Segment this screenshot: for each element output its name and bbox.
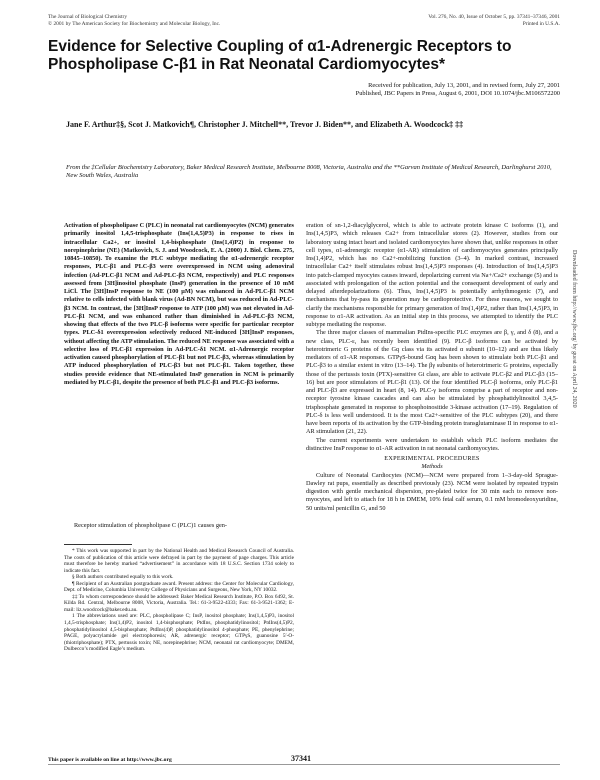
footnote: § Both authors contributed equally to this work. — [72, 574, 174, 581]
page-number: 37341 — [291, 754, 311, 763]
download-watermark — [568, 250, 582, 630]
published-line: Published, JBC Papers in Press, August 6, 2001, DOI 10.1074/jbc.M106572200 — [355, 90, 560, 98]
online-availability: This paper is available on line at http://www.jbc.org — [48, 757, 172, 763]
subsection-heading: Methods — [421, 463, 443, 471]
printed-in: Printed in U.S.A. — [522, 20, 560, 27]
body-paragraph: eration of sn-1,2-diacylglycerol, which is able to activate protein kinase C isoforms (1), and Ins(1,4,5)P3, which releases Ca2+ from intracellular stores (2). However, studies from our laboratory using intact heart and isolated cardiomyocytes have shown that, unlike responses in other cell types, α1-adrenergic receptor (α1-AR) stimulation of cardiomyocytes generates principally Ins(1,4)P2, which has no Ca2+-mobilizing function (3–4). In marked contrast, increased intracellular Ca2+ itself stimulates robust Ins(1,4,5)P3 responses (4). Introduction of Ins(1,4,5)P3 into patch-clamped myocytes causes inward, depolarizing current via Na+/Ca2+ exchange (5) and is associated with prolongation of the action potential and the consequent development of early and delayed afterdepolarizations (6). Thus, Ins(1,4,5)P3 is potentially arrhythmogenic (7), and mechanisms that by-pass its generation may be cardioprotective. For these reasons, we sought to clarify the mechanisms responsible for primary generation of Ins(1,4)P2, rather than Ins(1,4,5)P3, in response to α1-AR activation. As an initial step in this process, we attempted to identify the PLC subtype mediating the response. — [306, 222, 558, 328]
journal-name: The Journal of Biological Chemistry — [48, 14, 128, 20]
author-list: Jane F. Arthur‡§, Scot J. Matkovich¶, Christopher J. Mitchell**, Trevor J. Biden**, and Elizabeth A. Woodcock‡ ‡‡ — [66, 120, 464, 129]
footer-divider — [48, 764, 560, 765]
methods-paragraph: Culture of Neonatal Cardiocytes (NCM)—NCM were prepared from 1–3-day-old Sprague-Dawley rat pups, essentially as described previously (23). NCM were isolated by repeated trypsin digestion with gentle mechanical dispersion, pre-plated twice for 30 min each to remove non-myocytes, and left to attach for 18 h in DMEM, 10% fetal calf serum, 0.1 mM bromodeoxyuridine, 50 units/ml penicillin G, and 50 — [306, 471, 558, 512]
copyright-line: © 2001 by The American Society for Biochemistry and Molecular Biology, Inc. — [48, 20, 221, 27]
affiliation: From the ‡Cellular Biochemistry Laboratory, Baker Medical Research Institute, Melbourne 8008, Victoria, Australia and the **Garvan Institute of Medical Research, Darlinghurst 2010, New South Wales, Australia — [66, 164, 552, 180]
received-line: Received for publication, July 13, 2001, and in revised form, July 27, 2001 — [368, 82, 560, 89]
body-paragraph: The three major classes of mammalian PtdIns-specific PLC enzymes are β, γ, and δ (8), and a new class, PLC-ε, has recently been identified (9). PLC-β isoforms can be activated by heterotrimeric G proteins of the Gq class via its activated α subunit (10–12) and are thus likely mediators of α1-AR responses. GTPγS-bound Gαq has been shown to stimulate both PLC-β1 and PLC-β3 to a similar extent in vitro (13–14). The βγ subunits of heterotrimeric G proteins, especially those of the pertussis toxin (PTX)-sensitive Gi class, are able to activate PLC-β2 and PLC-β3 (15–16) but are poor stimulators of PLC-β1 (13). Of the four identified PLC-β isoforms, only PLC-β1 and PLC-β3 are expressed in heart (8, 14). PLC-γ isoforms comprise a part of receptor and non-receptor tyrosine kinase cascades and can also be stimulated by phosphatidylinositol 3,4,5-trisphosphate generated in response to phosphoinositide 3-kinase activation (17–19). Regulation of PLC-δ is less well understood. It is the most Ca2+-sensitive of the PLC subtypes (20), and there have been reports of its activation by the GTP-binding protein transglutaminase II in response to α1-AR stimulation (21, 22). — [306, 329, 558, 436]
footnote-rule — [64, 544, 132, 545]
footnote: * This work was supported in part by the National Health and Medical Research Council of Australia. The costs of publication of this article were defrayed in part by the payment of page charges. This article must therefore be hereby marked “advertisement” in accordance with 18 U.S.C. Section 1734 solely to indicate this fact. — [64, 548, 294, 574]
received-dates — [356, 82, 560, 98]
download-note: Downloaded from http://www.jbc.org/ by guest on April 24, 2020 — [571, 250, 577, 408]
footnotes — [64, 548, 294, 653]
footnote: 1 The abbreviations used are: PLC, phospholipase C; InsP, inositol phosphate; Ins(1,4,5)P3, inositol 1,4,5-trisphosphate; Ins(1,4)P2, inositol 1,4-bisphosphate; PtdIns, phosphatidylinositol; PtdIns(4,5)P2, phosphatidylinositol 4,5-bisphosphate; PtdIns(4)P, phosphatidylinositol 4-phosphate; PE, phenylephrine; PAGE, polyacrylamide gel electrophoresis; AR, adrenergic receptor; GTPγS, guanosine 5′-O-(thiotriphosphate); PTX, pertussis toxin; NE, norepinephrine; NCM, neonatal rat cardiomyocyte; DMEM, Dulbecco’s modified Eagle’s medium. — [64, 613, 294, 653]
issue-header — [428, 14, 560, 27]
body-paragraph: The current experiments were undertaken to establish which PLC isoform mediates the distinctive InsP response to α1-AR activation in rat neonatal cardiomyocytes. — [306, 436, 558, 452]
article-title: Evidence for Selective Coupling of α1-Adrenergic Receptors to Phospholipase C-β1 in Rat Neonatal Cardiomyocytes* — [48, 38, 512, 73]
volume-info: Vol. 276, No. 40, Issue of October 5, pp. 37341–37346, 2001 — [428, 14, 560, 20]
section-heading: EXPERIMENTAL PROCEDURES — [384, 455, 480, 462]
footnote: ¶ Recipient of an Australian postgraduate award. Present address: the Center for Molecular Cardiology, Dept. of Medicine, Columbia University College of Physicians and Surgeons, New York, NY 10032. — [64, 580, 294, 594]
abstract: Activation of phospholipase C (PLC) in neonatal rat cardiomyocytes (NCM) generates primarily inositol 1,4,5-trisphosphate (Ins(1,4,5)P3) in response to rises in intracellular Ca2+, or inositol 1,4-bisphosphate (Ins(1,4)P2) in response to norepinephrine (NE) (Matkovich, S. J. and Woodcock, E. A. (2000) J. Biol. Chem. 275, 10845–10850). To examine the PLC subtype mediating the α1-adrenergic receptor responses, PLC-β1 and PLC-β3 were overexpressed in NCM using adenoviral infection (Ad-PLC-β1 NCM and Ad-PLC-β3 NCM, respectively) and PLC responses assessed from [3H]inositol phosphate (InsP) generation in the presence of 10 mM LiCl. The [3H]InsP response to NE (100 μM) was enhanced in Ad-PLC-β1 NCM relative to cells infected with blank virus (Ad-BN NCM), but was reduced in Ad-PLC-β3 NCM. In contrast, the [3H]InsP response to ATP (100 μM) was not elevated in Ad-PLC-β1 NCM, and was enhanced rather than diminished in Ad-PLC-β3 NCM, showing that effects of the two PLC-β isoforms were specific for particular receptor types. PLC-δ1 overexpression selectively reduced NE-induced [3H]InsP responses, without affecting the ATP stimulation. The reduced NE response was associated with a selective loss of PLC-β1 expression in Ad-PLC-δ1 NCM. α1-Adrenergic receptor activation caused phosphorylation of PLC-β1 but not PLC-β3, whereas stimulation by ATP induced phosphorylation of PLC-β3 but not PLC-β1. Taken together, these studies provide evidence that NE-stimulated InsP generation in NCM is primarily mediated by PLC-β1, despite the presence of both PLC-β1 and PLC-β3 isoforms. — [64, 222, 294, 386]
right-column — [306, 222, 558, 513]
journal-header — [48, 14, 220, 27]
intro-first-line: Receptor stimulation of phospholipase C (PLC)1 causes gen- — [74, 522, 227, 529]
footnote: ‡‡ To whom correspondence should be addressed: Baker Medical Research Institute, P.O. Box 6492, St. Kilda Rd. Central, Melbourne 8008, Victoria, Australia. Tel.: 61-3-9522-4333; Fax: 61-3-9521-1362; E-mail: liz.woodcock@baker.edu.au. — [64, 593, 294, 613]
